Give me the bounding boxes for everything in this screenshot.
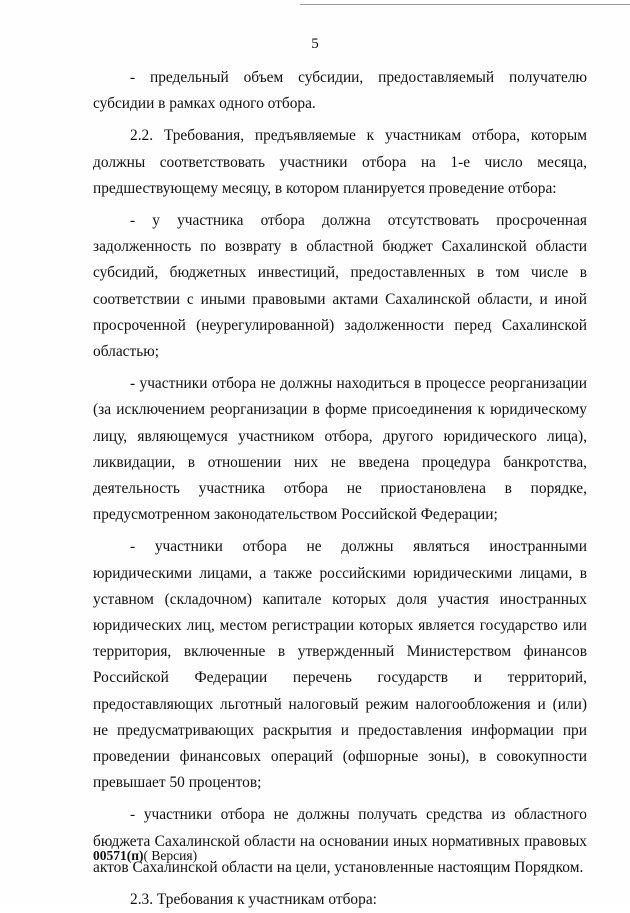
document-code: 00571(п): [93, 848, 144, 863]
body-text: [93, 65, 587, 913]
scan-edge-line: [300, 4, 630, 5]
paragraph-no-debt: - у участника отбора должна отсутствовать просроченная задолженность по возврату в областной бюджет Сахалинской области субсидий, бюджетных инвестиций, предоставленных в том числе в соответствии с иными правовыми актами Сахалинской области, и иной просроченной (неурегулированной) задолженности перед Сахалинской областью;: [93, 212, 587, 361]
paragraph-subsidy-limit: - предельный объем субсидии, предоставляемый получателю субсидии в рамках одного отбора.: [93, 69, 587, 113]
paragraph-section-2-2: 2.2. Требования, предъявляемые к участникам отбора, которым должны соответствовать участники отбора на 1-е число месяца, предшествующему месяцу, в котором планируется проведение отбора:: [93, 127, 587, 197]
paragraph-no-foreign-entities: - участники отбора не должны являться иностранными юридическими лицами, а также российскими юридическими лицами, в уставном (складочном) капитале которых доля участия иностранных юридических лиц, местом регистрации которых является государство или территория, включенные в утвержденный Министерством финансов Российской Федерации перечень государств и территорий, предоставляющих льготный налоговый режим налогообложения и (или) не предусматривающих раскрытия и предоставления информации при проведении финансовых операций (офшорные зоны), в совокупности превышает 50 процентов;: [93, 538, 587, 792]
paragraph-section-2-3: 2.3. Требования к участникам отбора:: [130, 891, 377, 909]
document-footer: [93, 848, 197, 864]
document-version: ( Версия): [143, 848, 198, 863]
paragraph-no-reorganization: - участники отбора не должны находиться в процессе реорганизации (за исключением реорганизации в форме присоединения к юридическому лицу, являющемуся участником отбора, другого юридического лица), ликвидации, в отношении них не введена процедура банкротства, деятельность участника отбора не приостановлена в порядке, предусмотренном законодательством Российской Федерации;: [93, 375, 587, 524]
paragraph-no-other-funding: - участники отбора не должны получать средства из областного бюджета Сахалинской области на основании иных нормативных правовых актов Сахалинской области на цели, установленные настоящим Порядком.: [93, 806, 587, 876]
page-number: 5: [311, 36, 319, 52]
